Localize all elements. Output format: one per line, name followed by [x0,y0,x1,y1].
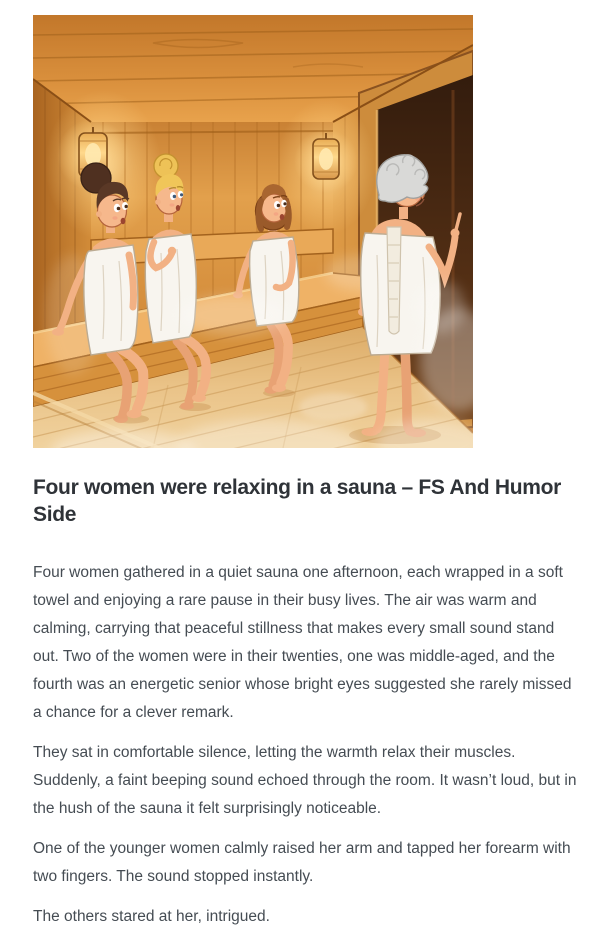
article-paragraph-1: Four women gathered in a quiet sauna one afternoon, each wrapped in a soft towel and enjoying a rare pause in their busy lives. The air was warm and calming, carrying that peaceful stillness that makes every small sound stand out. Two of the women were in their twenties, one was middle-aged, and the fourth was an energetic senior whose bright eyes suggested she rarely missed a chance for a clever remark. [33,564,572,721]
article-paragraph-2: They sat in comfortable silence, letting the warmth relax their muscles. Suddenly, a faint beeping sound echoed through the room. It wasn’t loud, but in the hush of the sauna it felt surprisingly noticeable. [33,744,577,817]
article-title: Four women were relaxing in a sauna – FS And Humor Side [33,476,561,526]
sauna-illustration [33,15,473,448]
article-hero-image [33,15,473,448]
article-paragraph-3: One of the younger women calmly raised her arm and tapped her forearm with two fingers. The sound stopped instantly. [33,840,571,885]
wall-lamp-right [294,129,358,193]
article-paragraph-4: The others stared at her, intrigued. [33,908,270,925]
